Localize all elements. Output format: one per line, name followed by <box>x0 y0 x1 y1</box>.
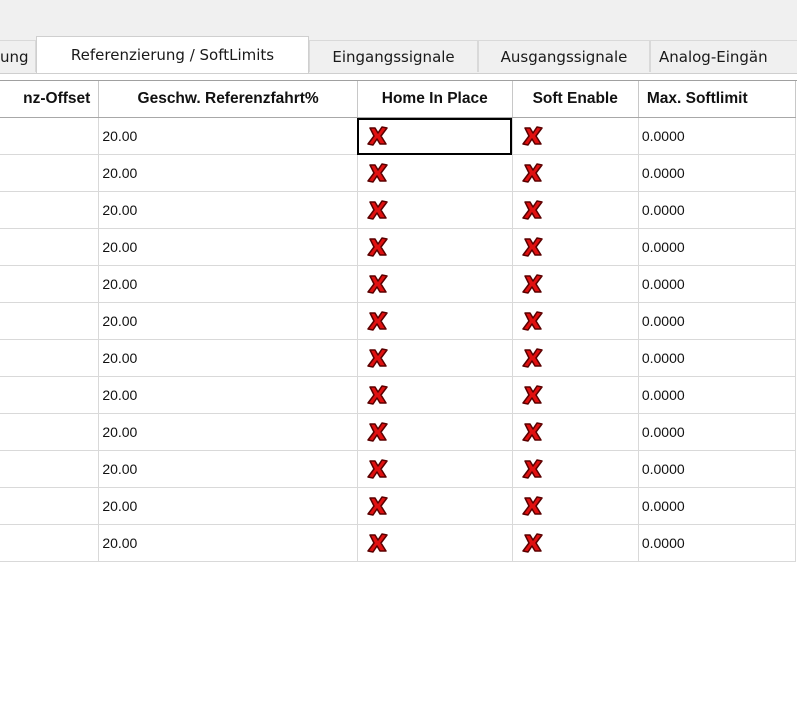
column-header-soft-enable[interactable]: Soft Enable <box>512 81 638 118</box>
tab-content-border <box>0 73 797 80</box>
cell-offset[interactable] <box>0 340 99 377</box>
cell-home-in-place[interactable] <box>357 451 512 488</box>
x-icon <box>367 533 389 553</box>
cell-home-in-place[interactable] <box>357 118 512 155</box>
cell-offset[interactable] <box>0 266 99 303</box>
cell-max-softlimit[interactable]: 0.0000 <box>638 266 795 303</box>
x-icon <box>367 126 389 146</box>
x-icon <box>522 422 544 442</box>
cell-offset[interactable] <box>0 488 99 525</box>
cell-speed[interactable]: 20.00 <box>99 192 358 229</box>
grid-header-row <box>0 81 796 118</box>
x-icon <box>367 496 389 516</box>
cell-speed[interactable]: 20.00 <box>99 118 358 155</box>
column-header-offset[interactable]: nz-Offset <box>0 81 99 118</box>
cell-max-softlimit[interactable]: 0.0000 <box>638 340 795 377</box>
cell-offset[interactable] <box>0 525 99 562</box>
table-row <box>0 340 796 377</box>
cell-max-softlimit[interactable]: 0.0000 <box>638 451 795 488</box>
cell-soft-enable[interactable] <box>512 192 638 229</box>
column-header-max-softlimit[interactable]: Max. Softlimit <box>638 81 795 118</box>
cell-soft-enable[interactable] <box>512 525 638 562</box>
tab-eingangssignale[interactable]: Eingangssignale <box>309 40 478 72</box>
cell-offset[interactable] <box>0 229 99 266</box>
cell-max-softlimit[interactable]: 0.0000 <box>638 155 795 192</box>
tab-partial-left[interactable]: ung <box>0 40 36 72</box>
x-icon <box>367 459 389 479</box>
x-icon <box>522 496 544 516</box>
table-row <box>0 377 796 414</box>
table-row <box>0 525 796 562</box>
x-icon <box>522 533 544 553</box>
cell-max-softlimit[interactable]: 0.0000 <box>638 488 795 525</box>
cell-offset[interactable] <box>0 303 99 340</box>
table-row <box>0 229 796 266</box>
x-icon <box>522 237 544 257</box>
cell-speed[interactable]: 20.00 <box>99 266 358 303</box>
x-icon <box>522 311 544 331</box>
table-row <box>0 266 796 303</box>
cell-max-softlimit[interactable]: 0.0000 <box>638 229 795 266</box>
cell-max-softlimit[interactable]: 0.0000 <box>638 414 795 451</box>
tab-bar <box>0 36 797 73</box>
table-row <box>0 451 796 488</box>
x-icon <box>522 274 544 294</box>
x-icon <box>367 348 389 368</box>
cell-offset[interactable] <box>0 414 99 451</box>
tab-referenzierung-softlimits[interactable]: Referenzierung / SoftLimits <box>36 36 309 73</box>
table-row <box>0 192 796 229</box>
table-row <box>0 155 796 192</box>
cell-offset[interactable] <box>0 118 99 155</box>
cell-home-in-place[interactable] <box>357 192 512 229</box>
cell-soft-enable[interactable] <box>512 266 638 303</box>
x-icon <box>522 348 544 368</box>
x-icon <box>367 237 389 257</box>
cell-max-softlimit[interactable]: 0.0000 <box>638 303 795 340</box>
cell-soft-enable[interactable] <box>512 118 638 155</box>
cell-offset[interactable] <box>0 192 99 229</box>
x-icon <box>367 163 389 183</box>
cell-speed[interactable]: 20.00 <box>99 340 358 377</box>
cell-max-softlimit[interactable]: 0.0000 <box>638 377 795 414</box>
cell-offset[interactable] <box>0 377 99 414</box>
x-icon <box>367 385 389 405</box>
window-top-area <box>0 0 797 36</box>
table-row <box>0 414 796 451</box>
cell-soft-enable[interactable] <box>512 451 638 488</box>
cell-soft-enable[interactable] <box>512 155 638 192</box>
table-row <box>0 118 796 155</box>
x-icon <box>522 385 544 405</box>
tab-analog-eingaenge[interactable]: Analog-Eingän <box>650 40 797 72</box>
cell-home-in-place[interactable] <box>357 525 512 562</box>
cell-max-softlimit[interactable]: 0.0000 <box>638 525 795 562</box>
cell-soft-enable[interactable] <box>512 229 638 266</box>
cell-speed[interactable]: 20.00 <box>99 414 358 451</box>
cell-speed[interactable]: 20.00 <box>99 303 358 340</box>
column-header-home-in-place[interactable]: Home In Place <box>357 81 512 118</box>
x-icon <box>522 459 544 479</box>
cell-home-in-place[interactable] <box>357 488 512 525</box>
cell-home-in-place[interactable] <box>357 229 512 266</box>
cell-speed[interactable]: 20.00 <box>99 155 358 192</box>
cell-home-in-place[interactable] <box>357 414 512 451</box>
cell-soft-enable[interactable] <box>512 303 638 340</box>
x-icon <box>522 163 544 183</box>
cell-soft-enable[interactable] <box>512 414 638 451</box>
table-row <box>0 488 796 525</box>
cell-speed[interactable]: 20.00 <box>99 488 358 525</box>
x-icon <box>367 422 389 442</box>
grid-table <box>0 81 796 562</box>
cell-soft-enable[interactable] <box>512 340 638 377</box>
cell-home-in-place[interactable] <box>357 155 512 192</box>
data-grid[interactable] <box>0 80 797 709</box>
cell-speed[interactable]: 20.00 <box>99 451 358 488</box>
cell-max-softlimit[interactable]: 0.0000 <box>638 192 795 229</box>
cell-speed[interactable]: 20.00 <box>99 229 358 266</box>
cell-home-in-place[interactable] <box>357 266 512 303</box>
x-icon <box>522 200 544 220</box>
x-icon <box>367 274 389 294</box>
cell-offset[interactable] <box>0 451 99 488</box>
x-icon <box>367 311 389 331</box>
x-icon <box>367 200 389 220</box>
column-header-speed[interactable]: Geschw. Referenzfahrt% <box>99 81 358 118</box>
cell-home-in-place[interactable] <box>357 340 512 377</box>
cell-max-softlimit[interactable]: 0.0000 <box>638 118 795 155</box>
cell-offset[interactable] <box>0 155 99 192</box>
cell-home-in-place[interactable] <box>357 303 512 340</box>
cell-speed[interactable]: 20.00 <box>99 525 358 562</box>
x-icon <box>522 126 544 146</box>
cell-soft-enable[interactable] <box>512 377 638 414</box>
table-row <box>0 303 796 340</box>
cell-soft-enable[interactable] <box>512 488 638 525</box>
cell-speed[interactable]: 20.00 <box>99 377 358 414</box>
tab-ausgangssignale[interactable]: Ausgangssignale <box>478 40 650 72</box>
cell-home-in-place[interactable] <box>357 377 512 414</box>
